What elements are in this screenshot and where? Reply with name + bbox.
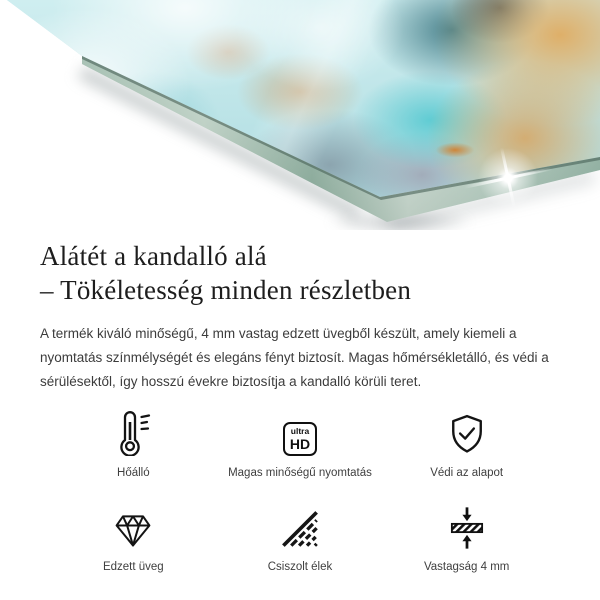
feature-polished-edges [217, 504, 384, 574]
ultra-hd-icon [283, 422, 317, 456]
feature-icon-wrap [445, 504, 489, 550]
feature-label: Hőálló [117, 467, 150, 479]
polished-edges-icon [279, 508, 321, 550]
glass-panel-artwork [0, 0, 600, 230]
thermometer-icon [114, 410, 152, 456]
feature-label: Védi az alapot [430, 467, 504, 479]
feature-label: Vastagság 4 mm [423, 561, 510, 573]
feature-icon-wrap [283, 410, 317, 456]
page-title [40, 239, 560, 307]
page-title-line2: – Tökéletesség minden részletben [40, 275, 412, 305]
diamond-icon [111, 510, 155, 550]
product-description: A termék kiváló minőségű, 4 mm vastag edzett üvegből készült, amely kiemeli a nyomtatás színmélységét és elegáns fényt biztosít. Magas hőmérsékletálló, és védi a sérülésektől, így hosszú évekre biztosítja a kandalló körüli teret. [40, 326, 549, 389]
feature-tempered-glass [50, 504, 217, 574]
feature-thickness-4mm [383, 504, 550, 574]
product-hero-image [0, 0, 600, 230]
feature-grid [50, 410, 550, 574]
feature-icon-wrap [445, 410, 489, 456]
feature-protects-base [383, 410, 550, 480]
feature-label: Magas minőségű nyomtatás [228, 467, 372, 479]
thickness-icon [445, 506, 489, 550]
shield-check-icon [445, 412, 489, 456]
feature-high-quality-print [217, 410, 384, 480]
feature-icon-wrap [111, 504, 155, 550]
ultra-hd-icon-text-bottom: HD [289, 435, 311, 452]
feature-icon-wrap [114, 410, 152, 456]
product-info-section [0, 239, 600, 574]
page-title-line1: Alátét a kandalló alá [40, 241, 267, 271]
feature-label: Edzett üveg [102, 561, 164, 573]
feature-label: Csiszolt élek [267, 561, 333, 573]
feature-heat-resistant [50, 410, 217, 480]
ultra-hd-icon-text-top: ultra [290, 426, 310, 437]
feature-icon-wrap [279, 504, 321, 550]
